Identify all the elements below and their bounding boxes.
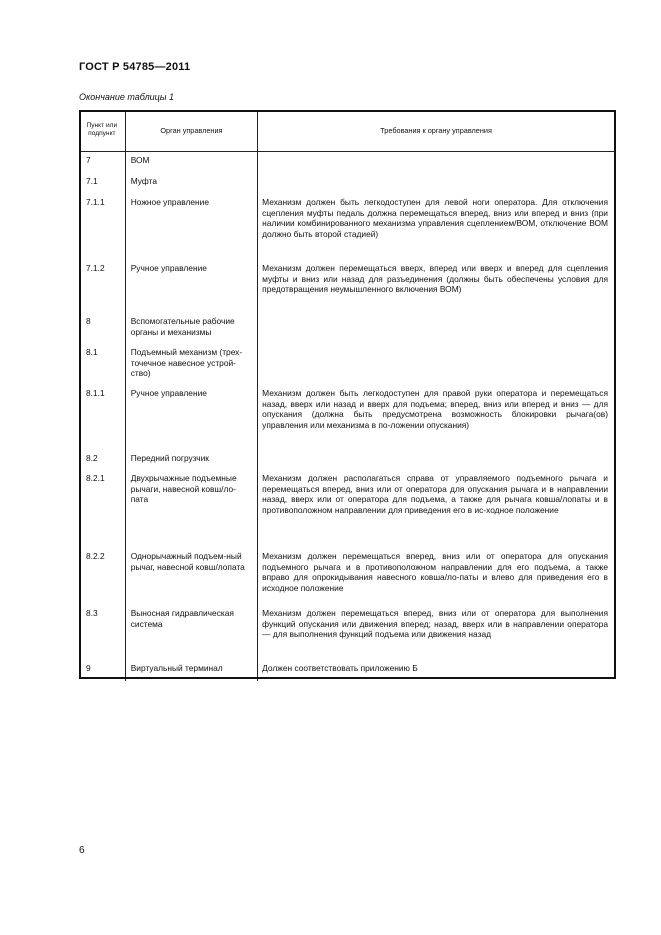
row-organ: Вспомогательные рабочие органы и механизмы bbox=[125, 310, 257, 341]
table-row bbox=[79, 310, 614, 341]
table-row bbox=[79, 257, 614, 310]
row-organ: Двухрычажные подъемные рычаги, навесной ковш/ло-пата bbox=[125, 468, 257, 546]
row-number: 8.3 bbox=[86, 608, 98, 618]
row-requirement: Механизм должен располагаться справа от управляемого подъемного рычага и перемещаться вперед, вниз или от оператора для опускания рычага и в направлении назад, вверх или от оператора для подъема, а также для рычага ковша/лопаты и в противоположном направлении для приведения его в ис-ходное положение bbox=[258, 468, 614, 546]
row-number: 7.1.1 bbox=[86, 197, 105, 207]
row-requirement bbox=[258, 310, 614, 341]
row-requirement bbox=[258, 171, 614, 191]
table-caption: Окончание таблицы 1 bbox=[79, 92, 174, 102]
row-requirement bbox=[258, 151, 614, 171]
row-organ: Подъемный механизм (трех-точечное навесное устрой-ство) bbox=[125, 341, 257, 383]
row-organ: Выносная гидравлическая система bbox=[125, 603, 257, 659]
table-row bbox=[79, 546, 614, 603]
row-organ: Ручное управление bbox=[125, 383, 257, 449]
table-row bbox=[79, 659, 614, 681]
table-row bbox=[79, 171, 614, 191]
table-row bbox=[79, 603, 614, 659]
table-row bbox=[79, 449, 614, 468]
row-number: 8.2.1 bbox=[86, 473, 105, 483]
page-number: 6 bbox=[79, 845, 85, 856]
table-header-row bbox=[79, 110, 614, 151]
row-requirement: Механизм должен перемещаться вперед, вниз или от оператора для опускания подъемного рычага и в противоположном направлении для его подъема, а также вправо для опрокидывания навесного ковша/ло-паты и влево для приведения его в исходное положение bbox=[258, 546, 614, 603]
row-organ: Ручное управление bbox=[125, 257, 257, 310]
row-organ: ВОМ bbox=[125, 151, 257, 171]
row-requirement: Механизм должен перемещаться вперед, вниз или от оператора для выполнения функций опускания или движения вперед; назад, вверх или в направлении оператора — для выполнения функций подъема или движения назад bbox=[258, 603, 614, 659]
row-number: 8.1.1 bbox=[86, 388, 105, 398]
row-number: 7 bbox=[86, 154, 91, 165]
row-requirement: Механизм должен перемещаться вверх, вперед или вверх и вперед для сцепления муфты и вниз или назад для разъединения (должны быть обеспечены условия для предотвращения неумышленного включения ВОМ) bbox=[258, 257, 614, 310]
controls-table bbox=[79, 110, 614, 681]
table-row bbox=[79, 468, 614, 546]
row-organ: Виртуальный терминал bbox=[125, 659, 257, 681]
row-number: 7.1.2 bbox=[86, 263, 105, 273]
row-requirement: Механизм должен быть легкодоступен для правой руки оператора и перемещаться назад, вверх или назад и вверх для подъема; вперед, вниз или вперед и вниз — для опускания (должна быть предусмотрена возможность блокировки рычага(ов) управления или механизма в по-ложении опускания) bbox=[258, 383, 614, 449]
row-number: 8 bbox=[86, 316, 91, 326]
column-header-organ: Орган управления bbox=[125, 110, 257, 151]
row-number: 8.2.2 bbox=[86, 551, 105, 561]
row-organ: Ножное управление bbox=[125, 191, 257, 257]
row-requirement: Механизм должен быть легкодоступен для левой ноги оператора. Для отключения сцепления муфты педаль должна перемещаться вперед, вниз или вперед и вниз (при наличии комбинированного механизма управления сцеплением/ВОМ, отключение ВОМ должно быть второй стадией) bbox=[258, 191, 614, 257]
row-number: 8.1 bbox=[86, 347, 98, 357]
table-row bbox=[79, 341, 614, 383]
row-number: 9 bbox=[86, 663, 91, 673]
column-header-item: Пункт или подпункт bbox=[79, 110, 125, 151]
row-requirement: Должен соответствовать приложению Б bbox=[258, 659, 614, 681]
row-requirement bbox=[258, 449, 614, 468]
row-organ: Однорычажный подъем-ный рычаг, навесной ковш/лопата bbox=[125, 546, 257, 603]
row-organ: Передний погрузчик bbox=[125, 449, 257, 468]
row-organ: Муфта bbox=[125, 171, 257, 191]
row-number: 7.1 bbox=[86, 176, 98, 186]
document-title: ГОСТ Р 54785—2011 bbox=[79, 61, 191, 73]
table-row bbox=[79, 383, 614, 449]
table-row bbox=[79, 191, 614, 257]
table-row bbox=[79, 151, 614, 171]
row-requirement bbox=[258, 341, 614, 383]
column-header-requirements: Требования к органу управления bbox=[258, 110, 614, 151]
row-number: 8.2 bbox=[86, 453, 98, 463]
